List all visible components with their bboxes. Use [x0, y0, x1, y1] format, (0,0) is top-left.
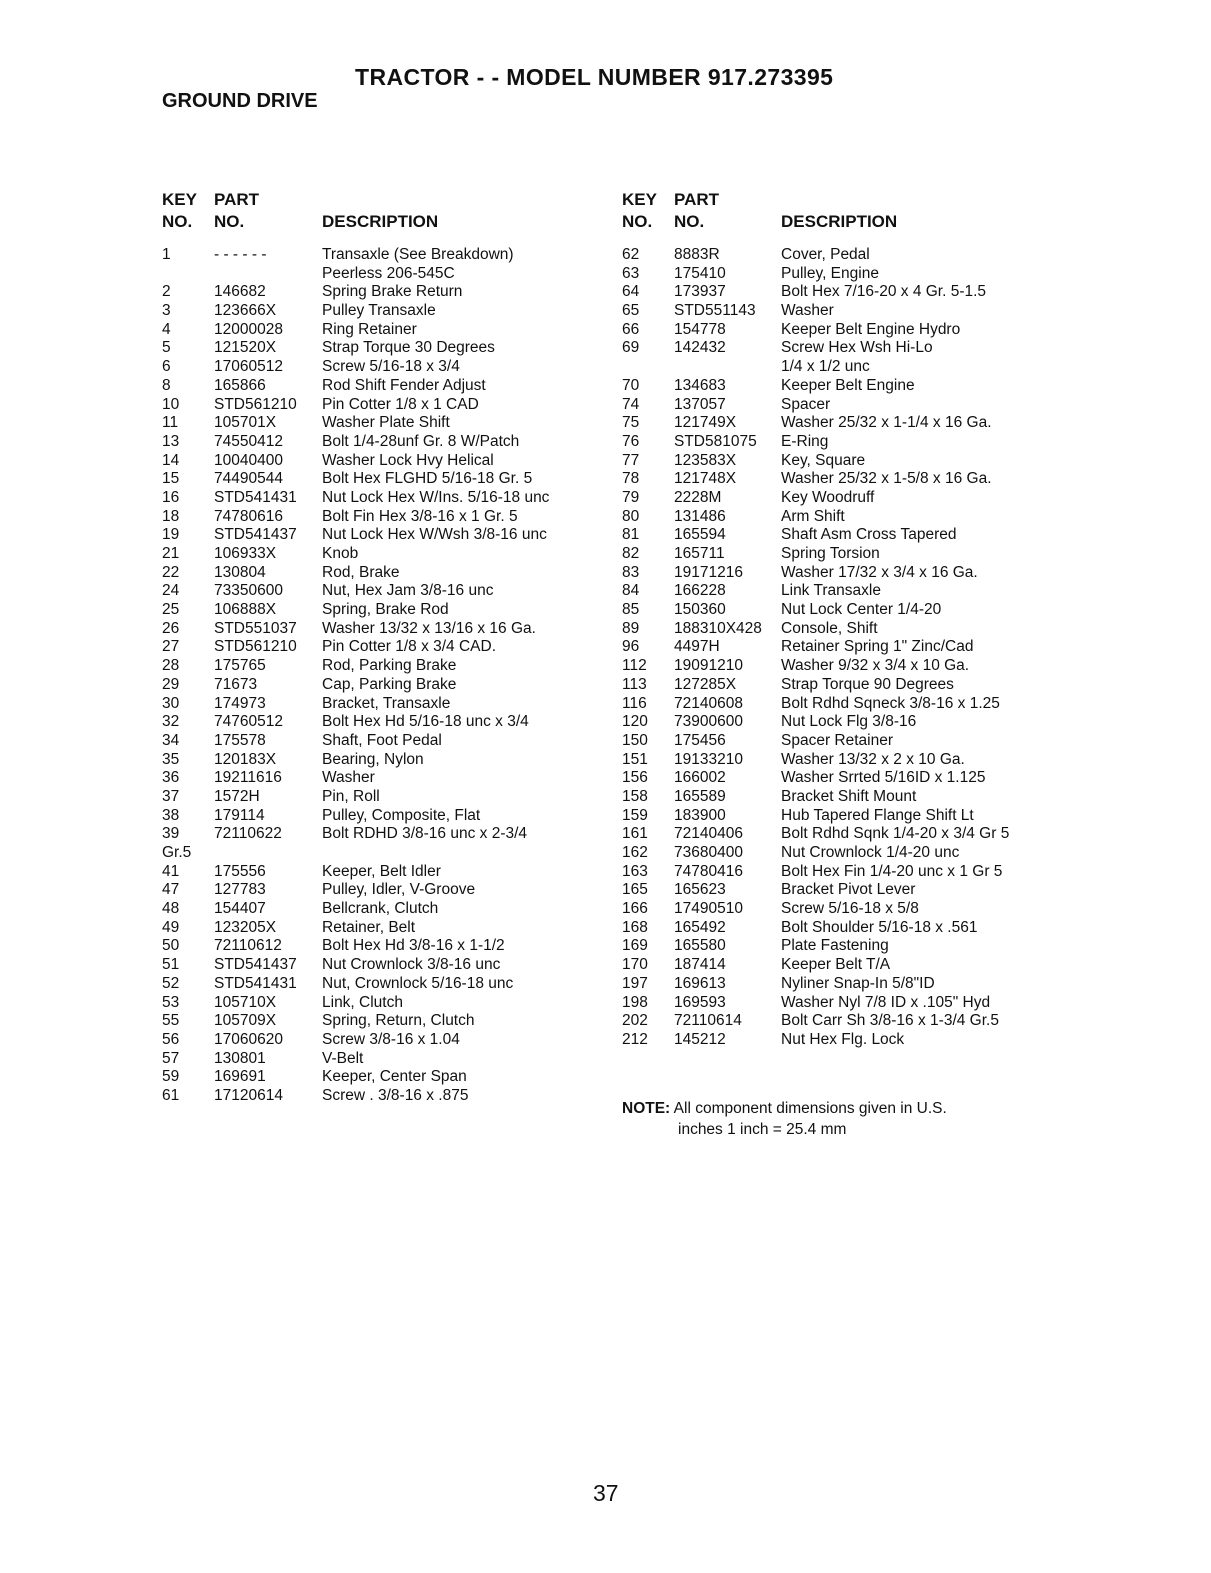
description: Nut, Crownlock 5/16-18 unc: [322, 974, 514, 992]
part-no: 17060512: [214, 358, 283, 376]
description: E-Ring: [781, 432, 829, 450]
part-no: 179114: [214, 806, 265, 824]
description: Bearing, Nylon: [322, 750, 424, 768]
description: Bolt Hex Hd 3/8-16 x 1-1/2: [322, 937, 505, 955]
description: Washer 13/32 x 2 x 10 Ga.: [781, 750, 965, 768]
part-no: 123205X: [214, 918, 277, 936]
description: Spacer: [781, 395, 831, 413]
key-no: 15: [162, 470, 180, 488]
key-no: 78: [622, 470, 640, 488]
key-no: 69: [622, 339, 640, 357]
part-no: 175765: [214, 657, 266, 675]
description: Screw Hex Wsh Hi-Lo: [781, 339, 933, 357]
key-no: 74: [622, 395, 640, 413]
part-no: STD561210: [214, 638, 297, 656]
part-no: 165589: [674, 787, 726, 805]
header-part-top: PART: [674, 190, 720, 209]
description: Bracket Pivot Lever: [781, 881, 916, 899]
description: Nut Lock Hex W/Wsh 3/8-16 unc: [322, 526, 547, 544]
key-no: 16: [162, 488, 180, 506]
part-no: 146682: [214, 283, 266, 301]
description: Nut, Hex Jam 3/8-16 unc: [322, 582, 494, 600]
description: Bolt Hex Fin 1/4-20 unc x 1 Gr 5: [781, 862, 1003, 880]
part-no: - - - - - -: [214, 246, 267, 263]
description: Bracket Shift Mount: [781, 787, 917, 805]
description: Hub Tapered Flange Shift Lt: [781, 806, 974, 824]
key-no: 202: [622, 1012, 648, 1030]
description: Strap Torque 30 Degrees: [322, 339, 495, 357]
description: Screw . 3/8-16 x .875: [322, 1086, 469, 1104]
description: Link, Clutch: [322, 993, 403, 1011]
part-no: 17060620: [214, 1030, 283, 1048]
key-no: 29: [162, 675, 180, 693]
part-no: 154407: [214, 900, 266, 918]
key-no: 13: [162, 432, 180, 450]
note-line-2: inches 1 inch = 25.4 mm: [678, 1121, 847, 1138]
description: Cap, Parking Brake: [322, 675, 457, 693]
part-no: 73350600: [214, 582, 283, 600]
part-no: 169691: [214, 1068, 266, 1086]
part-no: 106933X: [214, 545, 277, 562]
key-no: 28: [162, 657, 180, 675]
part-no: 72140608: [674, 694, 743, 712]
description: Nut Lock Center 1/4-20: [781, 601, 942, 619]
description: Washer: [781, 302, 834, 320]
key-no: 59: [162, 1068, 180, 1086]
description: Pulley, Idler, V-Groove: [322, 881, 476, 899]
part-no: 2228M: [674, 488, 722, 506]
header-description: DESCRIPTION: [322, 212, 439, 231]
part-no: 165711: [674, 545, 725, 562]
key-no: Gr.5: [162, 844, 192, 861]
part-no: 1572H: [214, 787, 260, 805]
description: Bellcrank, Clutch: [322, 900, 439, 918]
key-no: 8: [162, 376, 171, 394]
key-no: 198: [622, 993, 648, 1011]
part-no: 8883R: [674, 246, 720, 263]
key-no: 166: [622, 900, 648, 918]
part-no: 134683: [674, 376, 726, 394]
part-no: 154778: [674, 320, 726, 338]
part-no: 175556: [214, 862, 266, 880]
key-no: 3: [162, 302, 171, 320]
description: Nyliner Snap-In 5/8"ID: [781, 974, 935, 992]
description: Bolt Carr Sh 3/8-16 x 1-3/4 Gr.5: [781, 1012, 999, 1030]
key-no: 6: [162, 358, 171, 376]
key-no: 116: [622, 694, 647, 712]
key-no: 21: [162, 545, 180, 562]
part-no: 175456: [674, 731, 726, 749]
key-no: 34: [162, 731, 180, 749]
description: Spring Torsion: [781, 545, 880, 562]
description: Keeper, Belt Idler: [322, 862, 441, 880]
key-no: 24: [162, 582, 180, 600]
part-no: 121749X: [674, 414, 737, 432]
description: Spring, Return, Clutch: [322, 1012, 475, 1030]
part-no: 166002: [674, 769, 726, 787]
description: Spring, Brake Rod: [322, 601, 449, 619]
key-no: 32: [162, 713, 180, 731]
header-key-bottom: NO.: [622, 212, 653, 231]
key-no: 168: [622, 918, 648, 936]
description: Key Woodruff: [781, 488, 875, 506]
part-no: 17120614: [214, 1086, 283, 1104]
key-no: 37: [162, 787, 180, 805]
part-no: 165623: [674, 881, 726, 899]
part-no: 121520X: [214, 339, 277, 357]
description: Pin, Roll: [322, 787, 380, 805]
description: Bolt 1/4-28unf Gr. 8 W/Patch: [322, 432, 520, 450]
key-no: 38: [162, 806, 180, 824]
key-no: 85: [622, 601, 640, 619]
header-key-top: KEY: [622, 190, 657, 209]
key-no: 96: [622, 638, 640, 656]
part-no: 188310X428: [674, 619, 762, 637]
description: Peerless 206-545C: [322, 264, 455, 282]
part-no: 72110614: [674, 1012, 742, 1030]
part-no: 145212: [674, 1030, 726, 1048]
header-part-bottom: NO.: [214, 212, 245, 231]
part-no: 173937: [674, 283, 726, 301]
key-no: 156: [622, 769, 648, 787]
part-no: 105710X: [214, 993, 277, 1011]
description: Rod, Parking Brake: [322, 657, 457, 675]
key-no: 14: [162, 451, 180, 469]
description: Rod, Brake: [322, 563, 400, 581]
key-no: 53: [162, 993, 180, 1011]
description: Washer 9/32 x 3/4 x 10 Ga.: [781, 657, 970, 675]
key-no: 197: [622, 974, 648, 992]
description: Pin Cotter 1/8 x 3/4 CAD.: [322, 638, 497, 656]
key-no: 55: [162, 1012, 180, 1030]
description: Retainer Spring 1" Zinc/Cad: [781, 638, 974, 656]
key-no: 79: [622, 488, 640, 506]
part-no: STD581075: [674, 432, 757, 450]
key-no: 66: [622, 320, 640, 338]
part-no: 72140406: [674, 825, 743, 843]
description: Bolt Rdhd Sqnk 1/4-20 x 3/4 Gr 5: [781, 825, 1010, 843]
description: Nut Crownlock 1/4-20 unc: [781, 844, 960, 861]
part-no: 174973: [214, 694, 266, 712]
part-no: 72110622: [214, 825, 282, 843]
note-label: NOTE:: [622, 1100, 671, 1117]
page-number: 37: [593, 1480, 619, 1506]
key-no: 19: [162, 526, 180, 544]
description: Washer 25/32 x 1-5/8 x 16 Ga.: [781, 470, 992, 488]
part-no: 73680400: [674, 844, 743, 861]
part-no: 165594: [674, 526, 726, 544]
key-no: 10: [162, 395, 180, 413]
description: Screw 5/16-18 x 5/8: [781, 900, 919, 918]
part-no: 105701X: [214, 414, 277, 432]
part-no: 19091210: [674, 657, 743, 675]
key-no: 162: [622, 844, 648, 861]
part-no: 71673: [214, 675, 258, 693]
key-no: 120: [622, 713, 648, 731]
description: Bolt Hex 7/16-20 x 4 Gr. 5-1.5: [781, 283, 987, 301]
key-no: 27: [162, 638, 180, 656]
key-no: 26: [162, 619, 180, 637]
key-no: 83: [622, 563, 640, 581]
description: Nut Hex Flg. Lock: [781, 1030, 905, 1048]
key-no: 170: [622, 956, 648, 974]
key-no: 112: [622, 657, 647, 675]
key-no: 163: [622, 862, 648, 880]
description: Screw 3/8-16 x 1.04: [322, 1030, 460, 1048]
part-no: 165492: [674, 918, 726, 936]
key-no: 36: [162, 769, 180, 787]
part-no: 187414: [674, 956, 726, 974]
key-no: 51: [162, 956, 180, 974]
page-title: TRACTOR - - MODEL NUMBER 917.273395: [355, 64, 834, 90]
key-no: 65: [622, 302, 640, 320]
part-no: 10040400: [214, 451, 283, 469]
part-no: 19171216: [674, 563, 743, 581]
key-no: 64: [622, 283, 640, 301]
key-no: 11: [162, 414, 179, 432]
description: Spacer Retainer: [781, 731, 894, 749]
key-no: 80: [622, 507, 640, 525]
part-no: 19133210: [674, 750, 743, 768]
description: Washer 25/32 x 1-1/4 x 16 Ga.: [781, 414, 992, 432]
key-no: 4: [162, 320, 171, 338]
description: Link Transaxle: [781, 582, 881, 600]
header-key-top: KEY: [162, 190, 197, 209]
description: Washer 13/32 x 13/16 x 16 Ga.: [322, 619, 536, 637]
key-no: 151: [622, 750, 648, 768]
key-no: 158: [622, 787, 648, 805]
description: Pulley, Composite, Flat: [322, 806, 481, 824]
section-title: GROUND DRIVE: [162, 90, 318, 112]
key-no: 61: [162, 1086, 180, 1104]
part-no: 123583X: [674, 451, 737, 469]
description: Rod Shift Fender Adjust: [322, 376, 486, 394]
part-no: 175410: [674, 264, 726, 282]
key-no: 212: [622, 1030, 648, 1048]
key-no: 5: [162, 339, 171, 357]
key-no: 48: [162, 900, 180, 918]
part-no: STD541431: [214, 974, 297, 992]
description: Washer Lock Hvy Helical: [322, 451, 494, 469]
part-no: 137057: [674, 395, 726, 413]
description: Keeper Belt Engine Hydro: [781, 320, 961, 338]
part-no: 121748X: [674, 470, 737, 488]
key-no: 47: [162, 881, 180, 899]
description: Pulley Transaxle: [322, 302, 436, 320]
key-no: 77: [622, 451, 640, 469]
key-no: 18: [162, 507, 180, 525]
key-no: 169: [622, 937, 648, 955]
description: Cover, Pedal: [781, 246, 870, 263]
part-no: 12000028: [214, 320, 283, 338]
description: Pulley, Engine: [781, 264, 879, 282]
description: Nut Lock Flg 3/8-16: [781, 713, 917, 731]
description: Bolt Hex Hd 5/16-18 unc x 3/4: [322, 713, 529, 731]
key-no: 56: [162, 1030, 180, 1048]
part-no: 74780416: [674, 862, 743, 880]
part-no: 127783: [214, 881, 266, 899]
description: Bracket, Transaxle: [322, 694, 451, 712]
description: Shaft Asm Cross Tapered: [781, 526, 957, 544]
part-no: 175578: [214, 731, 266, 749]
description: Knob: [322, 545, 359, 562]
description: Nut Lock Hex W/Ins. 5/16-18 unc: [322, 488, 550, 506]
part-no: 165866: [214, 376, 266, 394]
key-no: 159: [622, 806, 648, 824]
part-no: STD541437: [214, 526, 297, 544]
part-no: 150360: [674, 601, 726, 619]
part-no: 169593: [674, 993, 726, 1011]
note: [622, 1098, 947, 1140]
description: Washer Srrted 5/16ID x 1.125: [781, 769, 986, 787]
part-no: 106888X: [214, 601, 277, 619]
part-no: 73900600: [674, 713, 743, 731]
description: Key, Square: [781, 451, 866, 469]
key-no: 62: [622, 246, 640, 263]
key-no: 57: [162, 1049, 180, 1067]
key-no: 89: [622, 619, 640, 637]
part-no: 4497H: [674, 638, 720, 656]
part-no: 74760512: [214, 713, 283, 731]
description: Washer 17/32 x 3/4 x 16 Ga.: [781, 563, 978, 581]
part-no: 105709X: [214, 1012, 277, 1030]
header-part-top: PART: [214, 190, 260, 209]
part-no: 17490510: [674, 900, 743, 918]
header-key-bottom: NO.: [162, 212, 193, 231]
description: Retainer, Belt: [322, 918, 416, 936]
part-no: 169613: [674, 974, 726, 992]
description: Keeper Belt T/A: [781, 956, 891, 974]
description: Keeper Belt Engine: [781, 376, 915, 394]
description: Bolt Hex FLGHD 5/16-18 Gr. 5: [322, 470, 533, 488]
description: Console, Shift: [781, 619, 878, 637]
description: Bolt Rdhd Sqneck 3/8-16 x 1.25: [781, 694, 1000, 712]
description: Transaxle (See Breakdown): [322, 246, 514, 263]
part-no: 166228: [674, 582, 726, 600]
description: Screw 5/16-18 x 3/4: [322, 358, 460, 376]
key-no: 39: [162, 825, 180, 843]
part-no: STD551143: [674, 302, 756, 320]
key-no: 50: [162, 937, 180, 955]
description: Bolt Shoulder 5/16-18 x .561: [781, 918, 978, 936]
part-no: 131486: [674, 507, 726, 525]
note-line-1: All component dimensions given in U.S.: [673, 1100, 947, 1117]
description: V-Belt: [322, 1049, 364, 1067]
description: Keeper, Center Span: [322, 1068, 467, 1086]
description: Shaft, Foot Pedal: [322, 731, 442, 749]
part-no: 74550412: [214, 432, 283, 450]
part-no: STD561210: [214, 395, 297, 413]
key-no: 113: [622, 675, 647, 693]
description: Spring Brake Return: [322, 283, 463, 301]
description: Strap Torque 90 Degrees: [781, 675, 954, 693]
part-no: 130804: [214, 563, 266, 581]
key-no: 81: [622, 526, 640, 544]
description: Plate Fastening: [781, 937, 889, 955]
key-no: 41: [162, 862, 180, 880]
part-no: 120183X: [214, 750, 277, 768]
part-no: 165580: [674, 937, 726, 955]
part-no: 130801: [214, 1049, 266, 1067]
part-no: 123666X: [214, 302, 277, 320]
description: Bolt RDHD 3/8-16 unc x 2-3/4: [322, 825, 528, 843]
description: Washer Nyl 7/8 ID x .105" Hyd: [781, 993, 991, 1011]
description: Pin Cotter 1/8 x 1 CAD: [322, 395, 479, 413]
part-no: 19211616: [214, 769, 282, 787]
part-no: 142432: [674, 339, 726, 357]
description: Washer Plate Shift: [322, 414, 450, 432]
key-no: 49: [162, 918, 180, 936]
part-no: STD541437: [214, 956, 297, 974]
key-no: 52: [162, 974, 180, 992]
part-no: 127285X: [674, 675, 737, 693]
key-no: 35: [162, 750, 180, 768]
description: Arm Shift: [781, 507, 845, 525]
key-no: 70: [622, 376, 640, 394]
part-no: 183900: [674, 806, 726, 824]
key-no: 2: [162, 283, 171, 301]
key-no: 82: [622, 545, 640, 562]
description: Bolt Fin Hex 3/8-16 x 1 Gr. 5: [322, 507, 518, 525]
key-no: 22: [162, 563, 180, 581]
description: 1/4 x 1/2 unc: [781, 358, 870, 376]
part-no: 72110612: [214, 937, 282, 955]
key-no: 76: [622, 432, 640, 450]
description: Washer: [322, 769, 375, 787]
key-no: 63: [622, 264, 640, 282]
part-no: 74780616: [214, 507, 283, 525]
part-no: STD541431: [214, 488, 297, 506]
header-part-bottom: NO.: [674, 212, 705, 231]
key-no: 165: [622, 881, 648, 899]
key-no: 25: [162, 601, 180, 619]
part-no: 74490544: [214, 470, 283, 488]
key-no: 150: [622, 731, 648, 749]
key-no: 75: [622, 414, 640, 432]
description: Nut Crownlock 3/8-16 unc: [322, 956, 501, 974]
description: Ring Retainer: [322, 320, 417, 338]
key-no: 161: [622, 825, 648, 843]
part-no: STD551037: [214, 619, 297, 637]
header-description: DESCRIPTION: [781, 212, 898, 231]
key-no: 1: [162, 246, 171, 263]
key-no: 84: [622, 582, 640, 600]
key-no: 30: [162, 694, 180, 712]
